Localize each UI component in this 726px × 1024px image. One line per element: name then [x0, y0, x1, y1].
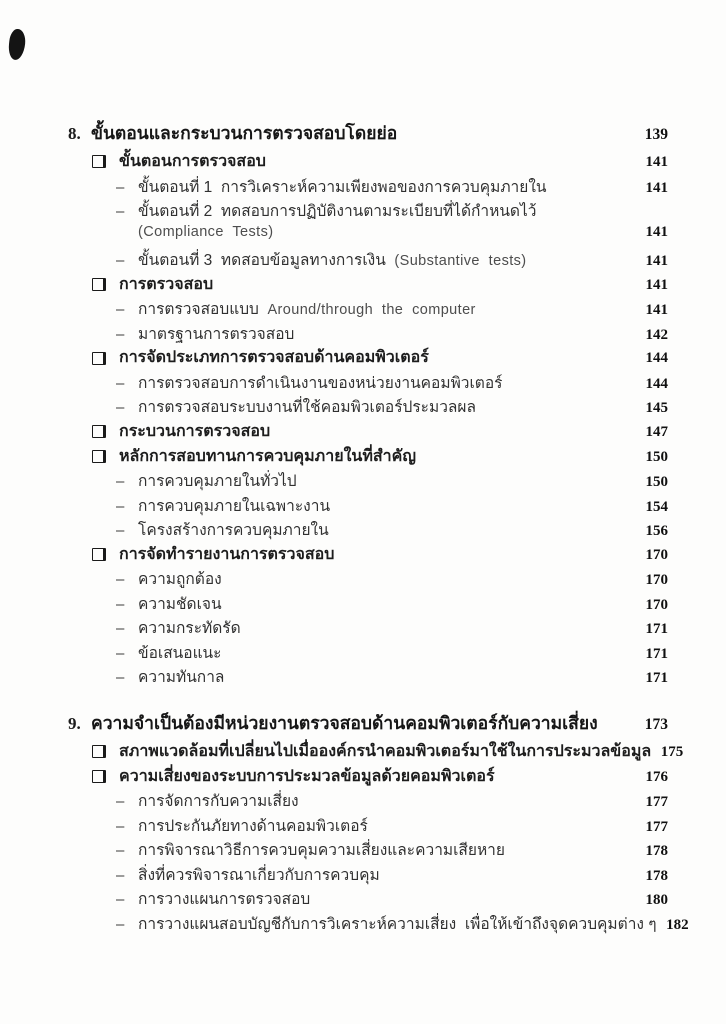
section-number: 8.	[68, 124, 81, 143]
toc-entry	[68, 198, 668, 223]
toc-entry	[68, 370, 668, 395]
page-number: 141	[645, 302, 668, 319]
toc-entry	[68, 542, 668, 567]
toc-entry-thai-text: ขั้นตอนที่ 2 ทดสอบการปฏิบัติงานตามระเบียบที่ได้กำหนดไว้	[138, 203, 537, 221]
toc-entry-title	[119, 739, 651, 764]
toc-entry-thai-text: ข้อเสนอแนะ	[138, 644, 222, 662]
toc-entry-thai-text: หลักการสอบทานการควบคุมภายในที่สำคัญ	[119, 447, 416, 465]
toc-entry-title	[138, 862, 380, 887]
dash-bullet-icon: –	[116, 891, 125, 909]
toc-entry	[68, 345, 668, 370]
toc-entry-title	[91, 119, 397, 147]
toc-entry	[68, 788, 668, 813]
dash-bullet-icon: –	[116, 473, 125, 491]
page-number: 145	[645, 400, 668, 417]
toc-entry	[68, 813, 668, 838]
toc-entry	[68, 247, 668, 272]
toc-entry-thai-text: ความชัดเจน	[138, 595, 222, 613]
toc-entry	[68, 862, 668, 887]
toc-entry-title	[138, 813, 368, 838]
toc-entry-title	[138, 591, 222, 616]
square-bullet-icon	[92, 425, 106, 438]
toc-entry	[68, 886, 668, 911]
page-number: 180	[645, 892, 668, 909]
toc-entry-thai-text: ความกระทัดรัด	[138, 620, 241, 638]
dash-bullet-icon: –	[116, 325, 125, 343]
toc-entry	[68, 591, 668, 616]
toc-entry-thai-text: การพิจารณาวิธีการควบคุมความเสี่ยงและความเสียหาย	[138, 842, 505, 860]
toc-entry-title	[138, 493, 330, 518]
page-number: 176	[645, 768, 668, 785]
toc-entry-title	[138, 788, 299, 813]
square-bullet-icon	[92, 770, 106, 783]
page-number: 178	[645, 867, 668, 884]
toc-entry-title	[138, 198, 536, 223]
page-number: 141	[645, 276, 668, 293]
dash-bullet-icon: –	[116, 644, 125, 662]
toc-entry-thai-text: ขั้นตอนและกระบวนการตรวจสอบโดยย่อ	[91, 123, 398, 143]
table-of-contents	[68, 119, 689, 935]
toc-entry-title	[119, 764, 495, 789]
toc-entry	[68, 296, 668, 321]
toc-entry-thai-text: ขั้นตอนที่ 3 ทดสอบข้อมูลทางการเงิน	[138, 252, 395, 270]
toc-entry-title	[119, 149, 266, 174]
toc-entry-thai-text: ความเสี่ยงของระบบการประมวลข้อมูลด้วยคอมพิวเตอร์	[119, 767, 495, 785]
dash-bullet-icon: –	[116, 866, 125, 884]
toc-entry-title	[138, 615, 241, 640]
dash-bullet-icon: –	[116, 915, 125, 933]
toc-entry-title	[138, 517, 329, 542]
toc-entry	[68, 444, 668, 469]
square-bullet-icon	[92, 352, 106, 365]
toc-entry	[68, 419, 668, 444]
toc-entry-title	[138, 321, 294, 346]
toc-entry	[68, 174, 668, 199]
section-number: 9.	[68, 714, 81, 734]
toc-entry	[68, 837, 668, 862]
toc-entry	[68, 223, 668, 248]
toc-entry-thai-text: การจัดประเภทการตรวจสอบด้านคอมพิวเตอร์	[119, 349, 429, 367]
dash-bullet-icon: –	[116, 669, 125, 687]
dash-bullet-icon: –	[116, 497, 125, 515]
toc-entry-thai-text: กระบวนการตรวจสอบ	[119, 423, 271, 441]
page-number: 173	[644, 716, 668, 734]
toc-entry-title	[138, 247, 527, 272]
toc-entry-title	[138, 911, 657, 936]
square-bullet-icon	[92, 745, 106, 758]
dash-bullet-icon: –	[116, 595, 125, 613]
dash-bullet-icon: –	[116, 620, 125, 638]
toc-entry-thai-text: ขั้นตอนการตรวจสอบ	[119, 153, 266, 170]
toc-entry-title	[119, 542, 334, 567]
toc-entry	[68, 493, 668, 518]
toc-entry	[68, 468, 668, 493]
page-number: 175	[660, 744, 684, 761]
toc-entry-thai-text: การตรวจสอบการดำเนินงานของหน่วยงานคอมพิวเตอร์	[138, 374, 503, 392]
toc-entry-title	[119, 444, 416, 469]
toc-entry-title	[119, 345, 429, 370]
toc-entry-thai-text: การตรวจสอบ	[119, 275, 214, 293]
toc-entry-thai-text: การประกันภัยทางด้านคอมพิวเตอร์	[138, 817, 368, 835]
toc-entry-thai-text: ความถูกต้อง	[138, 571, 222, 589]
page-number: 177	[645, 794, 668, 811]
dash-bullet-icon: –	[116, 203, 125, 221]
square-bullet-icon	[92, 548, 106, 561]
toc-entry-title	[138, 640, 221, 665]
toc-entry	[68, 764, 668, 789]
toc-entry	[68, 709, 668, 739]
toc-entry-title	[138, 468, 297, 493]
page-number: 156	[645, 523, 668, 540]
toc-entry-title	[138, 886, 310, 911]
toc-entry-thai-text: มาตรฐานการตรวจสอบ	[138, 325, 295, 343]
toc-entry-title	[91, 709, 598, 737]
toc-entry-title	[138, 174, 547, 199]
toc-entry	[68, 119, 668, 149]
page-number: 150	[645, 474, 668, 491]
page-number: 150	[645, 448, 668, 465]
toc-entry-title	[119, 272, 213, 297]
dash-bullet-icon: –	[116, 178, 125, 196]
toc-entry-thai-text: โครงสร้างการควบคุมภายใน	[138, 522, 329, 540]
toc-entry	[68, 394, 668, 419]
toc-entry-title	[138, 566, 222, 591]
toc-entry	[68, 272, 668, 297]
square-bullet-icon	[92, 155, 106, 168]
dash-bullet-icon: –	[116, 374, 125, 392]
toc-entry-thai-text: การจัดทำรายงานการตรวจสอบ	[119, 545, 335, 563]
toc-entry-thai-text: สิ่งที่ควรพิจารณาเกี่ยวกับการควบคุม	[138, 866, 380, 884]
toc-entry-title	[138, 223, 273, 241]
dash-bullet-icon: –	[116, 301, 125, 319]
toc-entry-thai-text: การควบคุมภายในเฉพาะงาน	[138, 497, 331, 515]
toc-entry-title	[138, 664, 224, 689]
toc-entry-title	[138, 837, 505, 862]
toc-entry-thai-text: ขั้นตอนที่ 1 การวิเคราะห์ความเพียงพอของการควบคุมภายใน	[138, 178, 547, 196]
toc-entry-thai-text: สภาพแวดล้อมที่เปลี่ยนไปเมื่อองค์กรนำคอมพิวเตอร์มาใช้ในการประมวลข้อมูล	[119, 743, 652, 761]
toc-entry-thai-text: การวางแผนสอบบัญชีกับการวิเคราะห์ความเสี่ยง เพื่อให้เข้าถึงจุดควบคุมต่าง ๆ	[138, 915, 657, 933]
page-number: 144	[645, 350, 668, 367]
page-number: 177	[645, 818, 668, 835]
toc-entry	[68, 911, 689, 936]
page-number: 171	[645, 621, 668, 638]
toc-entry-title	[138, 394, 476, 419]
page-number: 144	[645, 375, 668, 392]
toc-entry	[68, 640, 668, 665]
page-number: 142	[645, 326, 668, 343]
page-number: 141	[645, 223, 668, 240]
toc-entry	[68, 739, 684, 764]
toc-entry	[68, 664, 668, 689]
dash-bullet-icon: –	[116, 252, 125, 270]
page-number: 170	[645, 546, 668, 563]
page-number: 171	[645, 670, 668, 687]
page-number: 170	[645, 596, 668, 613]
toc-entry	[68, 321, 668, 346]
toc-entry	[68, 615, 668, 640]
page-number: 178	[645, 843, 668, 860]
toc-entry-latin-text: (Substantive tests)	[394, 253, 527, 270]
dash-bullet-icon: –	[116, 522, 125, 540]
dash-bullet-icon: –	[116, 399, 125, 417]
toc-entry-title	[138, 296, 476, 321]
toc-entry-latin-text: (Compliance Tests)	[138, 223, 274, 240]
page-number: 141	[645, 179, 668, 196]
page-number: 139	[644, 126, 668, 143]
page-number: 141	[645, 154, 668, 170]
page-number: 171	[645, 645, 668, 662]
page-number: 170	[645, 572, 668, 589]
square-bullet-icon	[92, 450, 106, 463]
toc-entry-thai-text: การควบคุมภายในทั่วไป	[138, 473, 297, 491]
dash-bullet-icon: –	[116, 817, 125, 835]
toc-entry	[68, 149, 668, 174]
dash-bullet-icon: –	[116, 793, 125, 811]
square-bullet-icon	[92, 278, 106, 291]
toc-entry	[68, 566, 668, 591]
toc-entry-thai-text: ความจำเป็นต้องมีหน่วยงานตรวจสอบด้านคอมพิวเตอร์กับความเสี่ยง	[91, 713, 598, 734]
toc-entry	[68, 517, 668, 542]
toc-entry-thai-text: การตรวจสอบแบบ	[138, 301, 268, 319]
toc-entry-thai-text: การจัดการกับความเสี่ยง	[138, 793, 299, 811]
page-number: 182	[666, 916, 689, 933]
toc-entry-thai-text: การตรวจสอบระบบงานที่ใช้คอมพิวเตอร์ประมวลผล	[138, 399, 477, 417]
page-number: 147	[645, 424, 668, 441]
toc-entry-title	[138, 370, 503, 395]
toc-entry-title	[119, 419, 270, 444]
dash-bullet-icon: –	[116, 571, 125, 589]
page-number: 154	[645, 498, 668, 515]
toc-entry-thai-text: การวางแผนการตรวจสอบ	[138, 891, 311, 909]
toc-entry-latin-text: Around/through the computer	[267, 302, 476, 319]
page-number: 141	[645, 253, 668, 270]
ink-smudge-artifact	[7, 28, 26, 61]
dash-bullet-icon: –	[116, 842, 125, 860]
toc-entry-thai-text: ความทันกาล	[138, 669, 225, 687]
